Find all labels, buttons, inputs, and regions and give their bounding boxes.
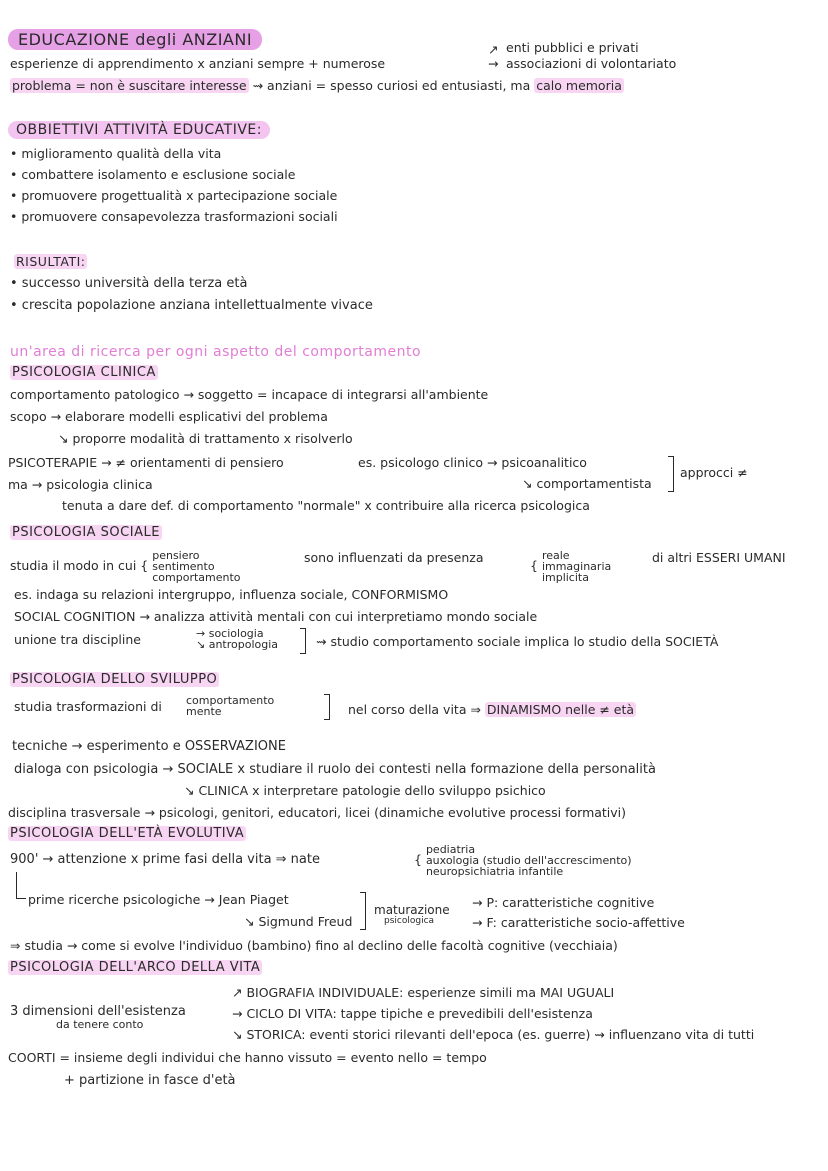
sociale-stack-3: → sociologia ↘ antropologia: [196, 627, 279, 651]
sviluppo-heading: PSICOLOGIA DELLO SVILUPPO: [12, 672, 218, 687]
sviluppo-end: nel corso della vita ⇒ DINAMISMO nelle ≠ età: [348, 702, 635, 717]
page-title: EDUCAZIONE degli ANZIANI: [8, 30, 262, 49]
evolutiva-f: → F: caratteristiche socio-affettive: [472, 915, 685, 930]
area-heading: un'area di ricerca per ogni aspetto del comportamento: [10, 344, 422, 360]
arrow-right-icon: →: [488, 56, 499, 71]
problema-line: [10, 78, 624, 93]
enti-text: enti pubblici e privati: [506, 40, 639, 55]
arco-partizione: + partizione in fasce d'età: [64, 1073, 236, 1088]
connector-line: [16, 898, 26, 899]
brace-left-icon: {: [140, 558, 149, 573]
sociale-stack-1: pensiero sentimento comportamento: [152, 549, 241, 584]
sociale-mid: sono influenzati da presenza: [304, 550, 484, 565]
arco-dim-2: da tenere conto: [56, 1018, 144, 1031]
brace: [360, 892, 366, 930]
clinica-comportamentista: ↘ comportamentista: [522, 476, 652, 491]
sociale-stack-2: reale immaginaria implicita: [541, 549, 612, 584]
risultato-item: • crescita popolazione anziana intellettualmente vivace: [10, 298, 373, 313]
evolutiva-maturazione: maturazione: [374, 903, 450, 917]
sociale-end: di altri ESSERI UMANI: [652, 550, 786, 565]
intro-line-1: esperienze di apprendimento x anziani sempre + numerose: [10, 56, 386, 71]
obiettivo-item: • combattere isolamento e esclusione sociale: [10, 167, 296, 182]
brace: [300, 628, 306, 654]
brace: [324, 694, 330, 720]
obiettivo-item: • miglioramento qualità della vita: [10, 146, 222, 161]
clinica-ma: ma → psicologia clinica: [8, 477, 153, 492]
evolutiva-psicologica: psicologica: [384, 916, 435, 926]
obiettivi-heading: OBBIETTIVI ATTIVITÀ EDUCATIVE:: [8, 122, 270, 139]
clinica-line-1: comportamento patologico → soggetto = incapace di integrarsi all'ambiente: [10, 387, 489, 402]
evolutiva-studia: ⇒ studia → come si evolve l'individuo (bambino) fino al declino delle facoltà cognitive (vecchiaia): [10, 938, 618, 953]
sviluppo-dialoga: dialoga con psicologia → SOCIALE x studiare il ruolo dei contesti nella formazione della personalità: [14, 762, 656, 777]
connector-line: [16, 872, 17, 898]
sociale-unione: unione tra discipline: [14, 632, 141, 647]
sociale-stack-2-wrap: [530, 550, 611, 583]
risultati-heading: RISULTATI:: [16, 254, 86, 269]
evolutiva-line-1: 900' → attenzione x prime fasi della vita ⇒ nate: [10, 852, 320, 867]
evolutiva-prime: prime ricerche psicologiche → Jean Piaget: [28, 892, 289, 907]
associazioni-text: associazioni di volontariato: [506, 56, 677, 71]
sociale-studia: studia il modo in cui: [10, 558, 137, 573]
sociale-studia-line: [10, 550, 241, 583]
clinica-tenuta: tenuta a dare def. di comportamento "normale" x contribuire alla ricerca psicologica: [62, 498, 590, 513]
sociale-cognition: SOCIAL COGNITION → analizza attività mentali con cui interpretiamo mondo sociale: [14, 609, 538, 624]
brace-left-icon: {: [414, 852, 422, 867]
calo-memoria: calo memoria: [536, 78, 622, 93]
sociale-es: es. indaga su relazioni intergruppo, influenza sociale, CONFORMISMO: [14, 587, 449, 602]
clinica-approcci: approcci ≠: [680, 465, 748, 480]
dinamismo: DINAMISMO nelle ≠ età: [486, 702, 635, 717]
arco-b2: → CICLO DI VITA: tappe tipiche e prevedibili dell'esistenza: [232, 1006, 593, 1021]
obiettivo-item: • promuovere consapevolezza trasformazioni sociali: [10, 209, 338, 224]
clinica-scopo: scopo → elaborare modelli esplicativi del problema: [10, 409, 328, 424]
obiettivo-item: • promuovere progettualità x partecipazione sociale: [10, 188, 338, 203]
clinica-scopo-2: ↘ proporre modalità di trattamento x risolverlo: [58, 431, 353, 446]
problema-a: problema = non è suscitare interesse: [12, 78, 247, 93]
arco-heading: PSICOLOGIA DELL'ARCO DELLA VITA: [10, 960, 261, 975]
sviluppo-disciplina: disciplina trasversale → psicologi, genitori, educatori, licei (dinamiche evolutive processi formativi): [8, 805, 627, 820]
sociale-unione-end: ⇝ studio comportamento sociale implica lo studio della SOCIETÀ: [316, 634, 719, 649]
arco-b1: ↗ BIOGRAFIA INDIVIDUALE: esperienze simili ma MAI UGUALI: [232, 985, 615, 1000]
risultato-item: • successo università della terza età: [10, 276, 248, 291]
evolutiva-freud: ↘ Sigmund Freud: [244, 914, 353, 929]
clinica-psicoterapie: PSICOTERAPIE → ≠ orientamenti di pensiero: [8, 455, 284, 470]
arco-dim: 3 dimensioni dell'esistenza: [10, 1004, 186, 1019]
sviluppo-tecniche: tecniche → esperimento e OSSERVAZIONE: [12, 739, 286, 754]
problema-b: anziani = spesso curiosi ed entusiasti, ma: [267, 78, 531, 93]
clinica-es: es. psicologo clinico → psicoanalitico: [358, 455, 587, 470]
brace: [668, 456, 674, 492]
sviluppo-clinica: ↘ CLINICA x interpretare patologie dello sviluppo psichico: [184, 783, 546, 798]
evolutiva-heading: PSICOLOGIA DELL'ETÀ EVOLUTIVA: [10, 826, 245, 841]
evolutiva-p: → P: caratteristiche cognitive: [472, 895, 655, 910]
arco-b3: ↘ STORICA: eventi storici rilevanti dell'epoca (es. guerre) ⇝ influenzano vita di tutti: [232, 1027, 755, 1042]
clinica-heading: PSICOLOGIA CLINICA: [12, 365, 156, 380]
sociale-heading: PSICOLOGIA SOCIALE: [12, 525, 160, 540]
sviluppo-stack: comportamento mente: [186, 694, 275, 718]
evolutiva-stack-wrap: [414, 844, 632, 877]
squiggle-arrow-icon: ⇝: [252, 78, 264, 93]
brace-left-icon: {: [530, 558, 538, 573]
arco-coorti: COORTI = insieme degli individui che hanno vissuto = evento nello = tempo: [8, 1050, 487, 1065]
evolutiva-stack: pediatria auxologia (studio dell'accrescimento) neuropsichiatria infantile: [425, 843, 632, 878]
sviluppo-studia: studia trasformazioni di: [14, 699, 162, 714]
arrow-up-icon: ↗: [488, 42, 499, 57]
